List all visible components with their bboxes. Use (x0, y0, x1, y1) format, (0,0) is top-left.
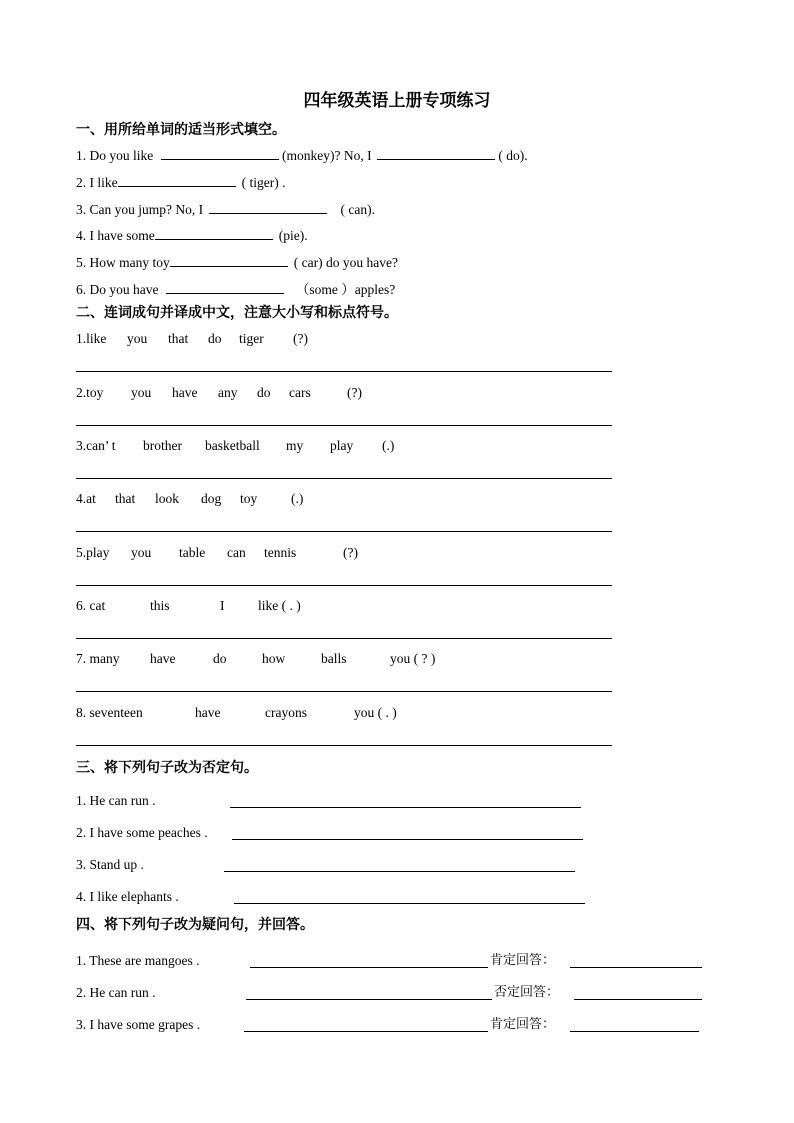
s1-item-5: 5. How many toy ( car) do you have? (76, 255, 398, 270)
s2-item-4-word: look (155, 491, 180, 506)
s2-item-7-word: balls (321, 651, 347, 666)
s3-item-1-answer-line[interactable] (230, 807, 581, 808)
s3-item-4-answer-line[interactable] (234, 903, 585, 904)
s2-item-4-word: that (115, 491, 136, 506)
section-1-heading: 一、用所给单词的适当形式填空。 (76, 122, 286, 138)
s3-item-2: 2. I have some peaches . (76, 825, 208, 840)
s2-item-2-word: have (172, 385, 198, 400)
s2-item-8-answer-line[interactable] (76, 745, 612, 746)
s2-item-5-word: can (227, 545, 246, 560)
s2-item-7-word: how (262, 651, 286, 666)
s4-item-3-question-line[interactable] (244, 1031, 488, 1032)
s1-item-5-blank[interactable] (170, 253, 288, 267)
s1-item-1: 1. Do you like (monkey)? No, I ( do). (76, 148, 528, 163)
s2-item-8-word: have (195, 705, 221, 720)
s1-item-2-blank[interactable] (118, 173, 236, 187)
s2-item-1-word: you (127, 331, 148, 346)
s4-item-2-question-line[interactable] (246, 999, 492, 1000)
s1-item-6: 6. Do you have （some ）apples? (76, 282, 396, 297)
section-4-heading: 四、将下列句子改为疑问句，并回答。 (76, 917, 314, 933)
s2-item-3-word: play (330, 438, 354, 453)
s2-item-1-word: do (208, 331, 222, 346)
s4-item-2: 2. He can run . (76, 985, 156, 1000)
s1-item-3: 3. Can you jump? No, I ( can). (76, 202, 375, 217)
s4-item-1-answer-line[interactable] (570, 967, 702, 968)
s4-item-2-answer-line[interactable] (574, 999, 702, 1000)
s1-item-1-blank-2[interactable] (377, 146, 495, 160)
s1-item-2: 2. I like ( tiger) . (76, 175, 286, 190)
s2-item-2-word: any (218, 385, 238, 400)
s3-item-4: 4. I like elephants . (76, 889, 179, 904)
s2-item-7-word: you ( ? ) (390, 651, 436, 666)
s2-item-6-word: like ( . ) (258, 598, 301, 613)
s2-item-3-word: (.) (382, 438, 395, 453)
s3-item-3-answer-line[interactable] (224, 871, 575, 872)
section-2-heading: 二、连词成句并译成中文，注意大小写和标点符号。 (76, 305, 398, 321)
s2-item-6-answer-line[interactable] (76, 638, 612, 639)
s2-item-4-word: (.) (291, 491, 304, 506)
s2-item-4-answer-line[interactable] (76, 531, 612, 532)
s2-item-7-word: have (150, 651, 176, 666)
s2-item-2-word: (?) (347, 385, 362, 400)
s2-item-3-word: my (286, 438, 304, 453)
s4-item-1: 1. These are mangoes . (76, 953, 200, 968)
s1-item-4: 4. I have some (pie). (76, 228, 308, 243)
s2-item-5-word: table (179, 545, 206, 560)
s2-item-3-word: basketball (205, 438, 260, 453)
s2-item-1-word: tiger (239, 331, 264, 346)
s2-item-8-word: you ( . ) (354, 705, 397, 720)
s1-item-3-blank[interactable] (209, 200, 327, 214)
s2-item-8-word: 8. seventeen (76, 705, 143, 720)
s2-item-7-word: do (213, 651, 227, 666)
s3-item-2-answer-line[interactable] (232, 839, 583, 840)
s2-item-2-word: you (131, 385, 152, 400)
s3-item-1: 1. He can run . (76, 793, 156, 808)
s4-item-1-label: 肯定回答： (490, 953, 556, 968)
s2-item-5-word: tennis (264, 545, 297, 560)
s2-item-5-word: (?) (343, 545, 358, 560)
page-title: 四年级英语上册专项练习 (303, 91, 491, 111)
s2-item-2-word: 2.toy (76, 385, 104, 400)
s2-item-6-word: this (150, 598, 170, 613)
s2-item-3-word: brother (143, 438, 182, 453)
s2-item-1-word: that (168, 331, 189, 346)
s3-item-3: 3. Stand up . (76, 857, 144, 872)
s2-item-7-answer-line[interactable] (76, 691, 612, 692)
s2-item-1-word: (?) (293, 331, 308, 346)
s2-item-2-word: do (257, 385, 271, 400)
s2-item-5-word: you (131, 545, 152, 560)
s2-item-2-answer-line[interactable] (76, 425, 612, 426)
s2-item-4-word: toy (240, 491, 258, 506)
s4-item-2-label: 否定回答： (494, 985, 560, 1000)
s2-item-6-word: 6. cat (76, 598, 106, 613)
s2-item-4-word: dog (201, 491, 222, 506)
s4-item-3: 3. I have some grapes . (76, 1017, 201, 1032)
s2-item-3-answer-line[interactable] (76, 478, 612, 479)
s2-item-1-answer-line[interactable] (76, 371, 612, 372)
s2-item-8-word: crayons (265, 705, 307, 720)
s1-item-4-blank[interactable] (155, 226, 273, 240)
section-3-heading: 三、将下列句子改为否定句。 (76, 760, 258, 776)
s2-item-7-word: 7. many (76, 651, 120, 666)
s4-item-3-label: 肯定回答： (490, 1017, 556, 1032)
s2-item-1-word: 1.like (76, 331, 107, 346)
s4-item-1-question-line[interactable] (250, 967, 488, 968)
s2-item-5-word: 5.play (76, 545, 110, 560)
s2-item-6-word: I (220, 598, 225, 613)
s2-item-3-word: 3.can’ t (76, 438, 116, 453)
s2-item-4-word: 4.at (76, 491, 96, 506)
s2-item-2-word: cars (289, 385, 311, 400)
s2-item-5-answer-line[interactable] (76, 585, 612, 586)
s1-item-6-blank[interactable] (166, 280, 284, 294)
s4-item-3-answer-line[interactable] (570, 1031, 699, 1032)
s1-item-1-blank-1[interactable] (161, 146, 279, 160)
